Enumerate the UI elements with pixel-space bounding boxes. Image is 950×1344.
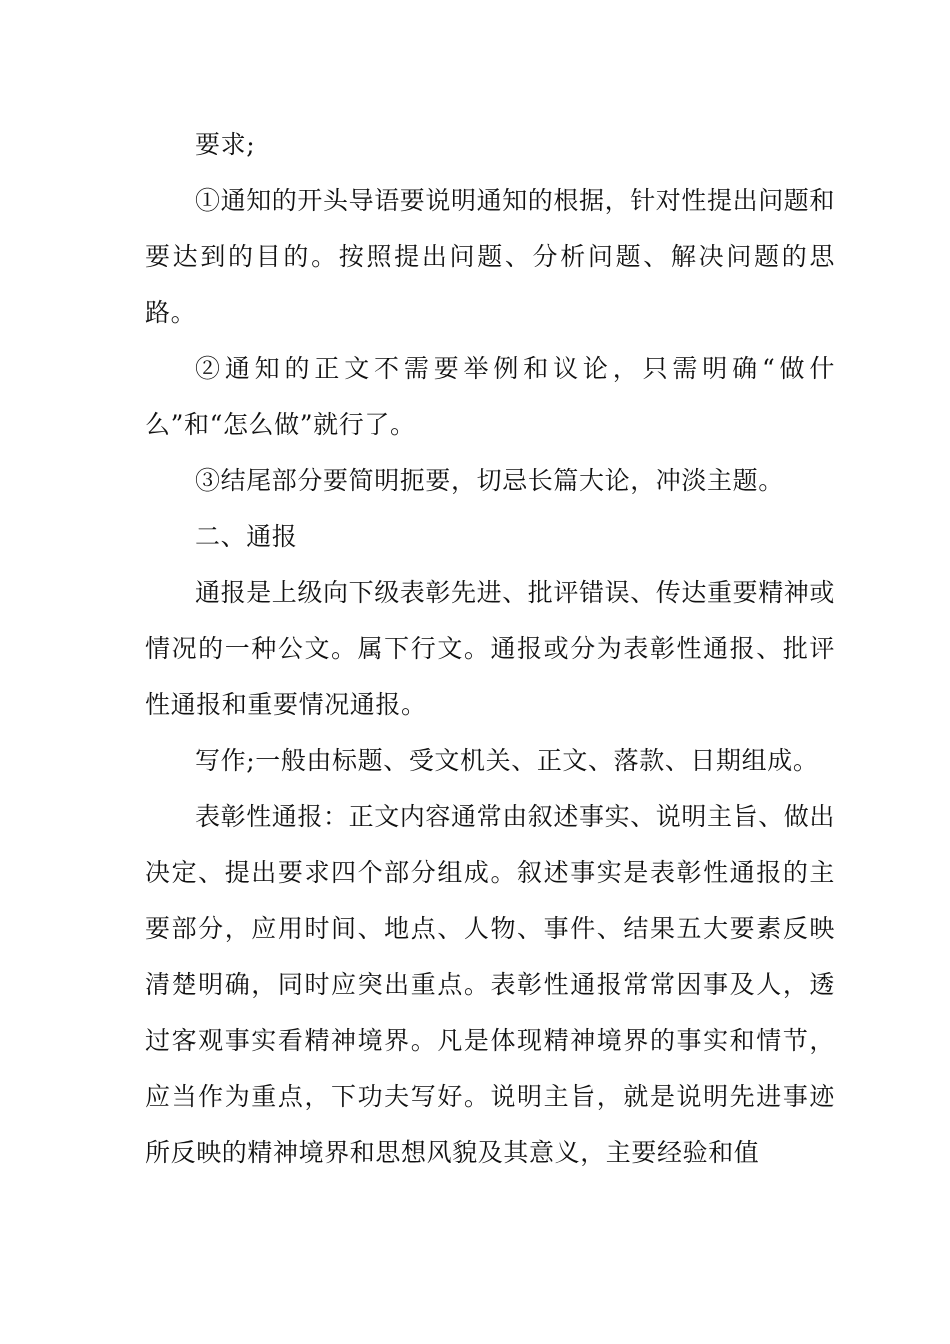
paragraph-requirements-heading: 要求; [195, 130, 256, 159]
paragraph-commendation-notice: 表彰性通报：正文内容通常由叙述事实、说明主旨、做出决定、提出要求四个部分组成。叙述事实是表彰性通报的主要部分，应用时间、地点、人物、事件、结果五大要素反映清楚明确，同时应突出重点。表彰性通报常常因事及人，透过客观事实看精神境界。凡是体现精神境界的事实和情节，应当作为重点，下功夫写好。说明主旨，就是说明先进事迹所反映的精神境界和思想风貌及其意义，主要经验和值 [145, 802, 836, 1167]
section-heading-tongbao: 二、通报 [195, 522, 298, 551]
paragraph-tongbao-definition: 通报是上级向下级表彰先进、批评错误、传达重要精神或情况的一种公文。属下行文。通报或分为表彰性通报、批评性通报和重要情况通报。 [145, 578, 836, 719]
paragraph-requirement-3: ③结尾部分要简明扼要，切忌长篇大论，冲淡主题。 [195, 466, 784, 495]
paragraph-requirement-2: ②通知的正文不需要举例和议论，只需明确“做什么”和“怎么做”就行了。 [145, 354, 835, 439]
paragraph-writing-structure: 写作;一般由标题、受文机关、正文、落款、日期组成。 [195, 746, 819, 775]
document-body [145, 117, 835, 1181]
paragraph-requirement-1: ①通知的开头导语要说明通知的根据，针对性提出问题和要达到的目的。按照提出问题、分析问题、解决问题的思路。 [145, 186, 836, 327]
